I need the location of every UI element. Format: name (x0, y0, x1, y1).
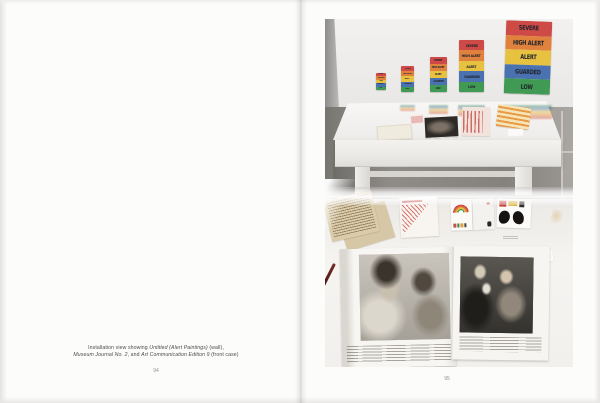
red-text-booklet (462, 107, 491, 136)
band-severe (459, 40, 484, 50)
painting-reflection (400, 105, 415, 111)
band-label: HIGH ALERT (402, 72, 413, 75)
small-dark-figure (487, 221, 491, 226)
band-label: LOW (520, 82, 534, 91)
band-label: GUARDED (433, 80, 444, 83)
band-label: SEVERE (434, 59, 443, 62)
band-severe (430, 57, 447, 64)
caption-segment: , and (127, 352, 142, 359)
alert-painting-5 (504, 20, 553, 95)
band-high-alert (505, 35, 551, 51)
object-label (503, 236, 518, 240)
band-label: HIGH ALERT (462, 53, 481, 59)
caption-segment: Museum Journal No. 2 (73, 352, 128, 359)
table-rail (370, 171, 515, 177)
band-alert (505, 49, 551, 65)
alert-painting-2 (401, 66, 414, 92)
figure-yellow (460, 223, 463, 227)
band-label: SEVERE (518, 23, 540, 33)
caption-segment: Untitled (Alert Paintings) (149, 345, 208, 351)
caption-segment: Installation view showing (88, 345, 150, 351)
band-label: GUARDED (514, 67, 541, 77)
band-label: ALERT (379, 81, 383, 83)
band-label: GUARDED (463, 73, 480, 79)
band-guarded (459, 71, 484, 81)
caption-line-2 (20, 352, 292, 359)
bw-photo-man-and-woman-outdoors (359, 253, 451, 341)
band-low (401, 87, 414, 92)
folio-right: 95 (444, 376, 450, 382)
band-label: LOW (405, 88, 410, 91)
open-magazine-right (452, 245, 550, 360)
band-label: ALERT (466, 63, 477, 69)
band-label: LOW (379, 87, 383, 89)
band-high-alert (459, 50, 484, 60)
band-label: ALERT (519, 53, 537, 62)
page-edge-left (0, 0, 7, 403)
pink-card (410, 114, 425, 124)
caption-segment: (wall), (207, 345, 224, 351)
band-label: HIGH ALERT (377, 77, 385, 79)
case-glass-corner-highlight (325, 179, 355, 229)
band-high-alert (430, 64, 447, 71)
band-alert (430, 71, 447, 78)
band-label: LOW (467, 84, 476, 90)
band-label: HIGH ALERT (512, 38, 545, 48)
band-label: SEVERE (404, 67, 411, 70)
band-low (504, 79, 550, 95)
color-figure-row (453, 223, 466, 227)
band-alert (459, 61, 484, 71)
figure-dark (464, 223, 467, 227)
folio-left: 94 (153, 368, 159, 374)
black-figure-blob (499, 210, 510, 223)
band-low (430, 85, 447, 92)
diagonal-stripes (401, 203, 431, 234)
band-low (459, 82, 484, 92)
band-label: HIGH ALERT (432, 66, 445, 69)
magazine-caption-text (347, 344, 451, 363)
band-label: ALERT (435, 73, 442, 76)
small-white-card (508, 129, 523, 137)
open-magazine-left (340, 247, 456, 367)
band-label: GUARDED (403, 83, 412, 86)
dark-cover-booklet (424, 116, 458, 139)
painting-reflection (429, 105, 448, 114)
band-label: LOW (436, 87, 441, 90)
book-gutter (295, 0, 307, 403)
cover-photo (427, 118, 457, 135)
band-low (376, 87, 386, 90)
band-label: SEVERE (378, 74, 384, 76)
bw-photo-couple-flash (460, 256, 534, 333)
band-label: SEVERE (465, 42, 478, 48)
caption-line-1 (20, 345, 292, 352)
band-label: ALERT (405, 78, 410, 80)
black-figure-blob (513, 211, 524, 224)
installation-photo (325, 19, 573, 367)
alert-painting-3 (430, 57, 447, 92)
alert-painting-4 (459, 40, 484, 92)
band-severe (506, 20, 552, 36)
band-label: GUARDED (378, 84, 384, 86)
figure-red (453, 224, 456, 228)
band-guarded (430, 78, 447, 85)
figure-green (457, 223, 460, 227)
alert-painting-1 (376, 73, 386, 90)
magazine-caption-text (459, 336, 541, 352)
yellow-striped-publication (496, 104, 531, 130)
case-glass-edge (325, 187, 573, 205)
caption-segment: (front case) (209, 352, 239, 359)
band-guarded (504, 64, 550, 80)
cream-booklet (377, 124, 413, 141)
vitrine-apron (335, 140, 561, 167)
caption-segment: Art Communication Edition 9 (141, 352, 210, 359)
page-edge-right (594, 0, 600, 403)
installation-caption (20, 345, 292, 360)
